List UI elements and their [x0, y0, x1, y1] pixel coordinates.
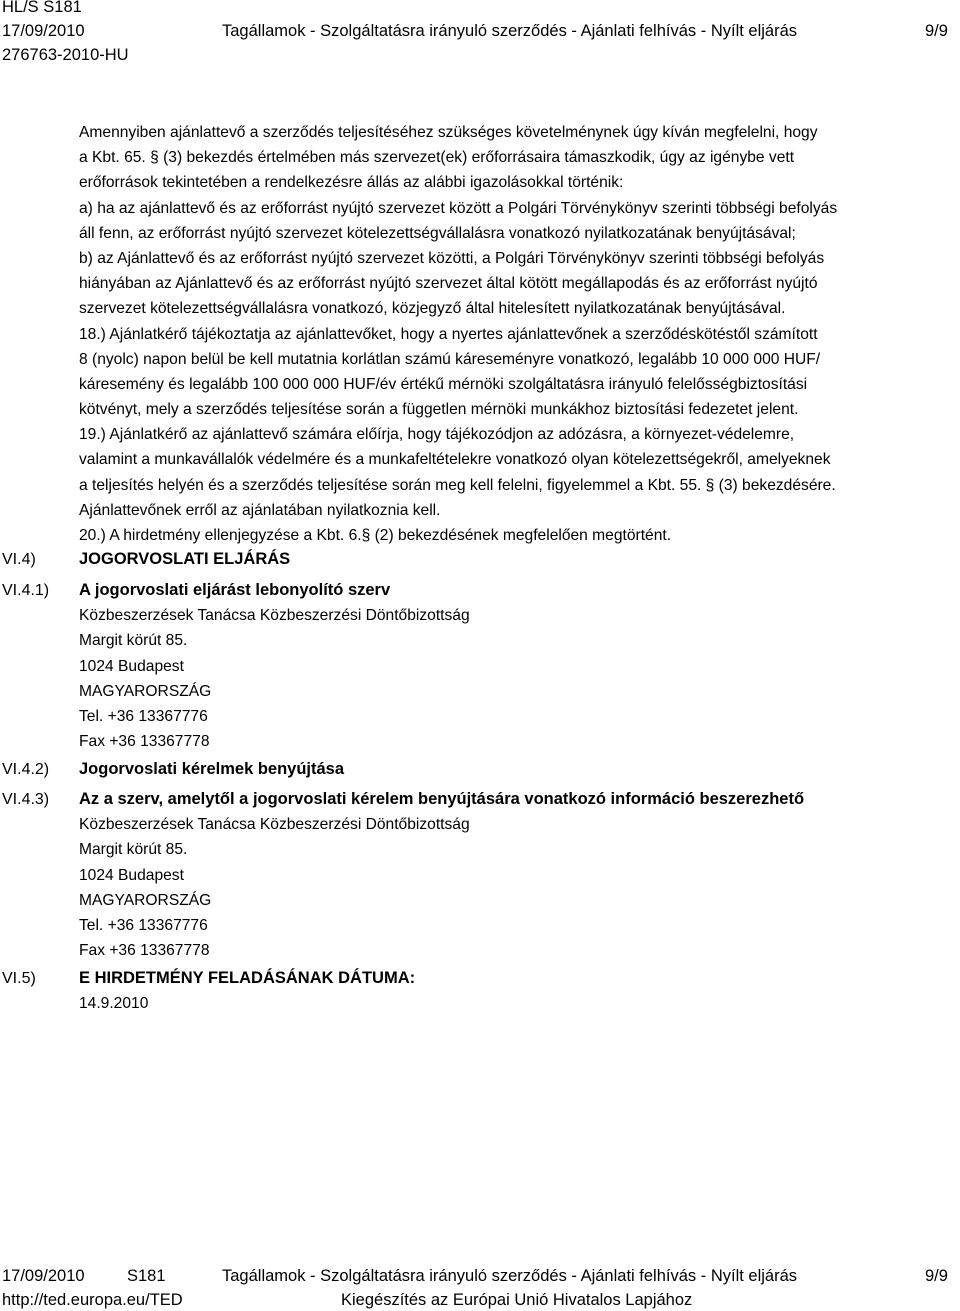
- footer-series-code: S181: [127, 1267, 166, 1285]
- text-line: kötvényt, mely a szerződés teljesítése során a független mérnöki munkákhoz biztosítási fedezetet jelent.: [79, 401, 799, 419]
- fax: Fax +36 13367778: [79, 733, 210, 751]
- section-vi43: [79, 787, 945, 963]
- text-line: Amennyiben ajánlattevő a szerződés teljesítéséhez szükséges követelménynek úgy kíván megfelelni, hogy: [79, 124, 818, 141]
- text-line: 20.) A hirdetmény ellenjegyzése a Kbt. 6.§ (2) bekezdésének megfelelően megtörtént.: [79, 527, 672, 544]
- text-line: a teljesítés helyén és a szerződés teljesítése során meg kell felelni, figyelemmel a Kbt. 55. § (3) bekezdésére.: [79, 476, 836, 494]
- section-label-vi41: VI.4.1): [2, 582, 50, 599]
- section-title: E HIRDETMÉNY FELADÁSÁNAK DÁTUMA:: [79, 969, 416, 987]
- section-vi3-additional-info: [79, 120, 945, 548]
- street-address: Margit körút 85.: [79, 632, 188, 650]
- country: MAGYARORSZÁG: [79, 682, 212, 700]
- city: 1024 Budapest: [79, 657, 184, 675]
- footer-url-link[interactable]: http://ted.europa.eu/TED: [2, 1291, 183, 1309]
- section-title: JOGORVOSLATI ELJÁRÁS: [79, 550, 291, 568]
- footer-page-number: 9/9: [925, 1267, 948, 1285]
- fax: Fax +36 13367778: [79, 942, 210, 960]
- section-label-vi5: VI.5): [2, 970, 36, 987]
- text-line: b) az Ajánlattevő és az erőforrást nyújtó szervezet közötti, a Polgári Törvénykönyv szerinti többségi befolyás: [79, 249, 825, 267]
- header-page-number: 9/9: [925, 22, 948, 40]
- dispatch-date: 14.9.2010: [79, 995, 149, 1013]
- header-title: Tagállamok - Szolgáltatásra irányuló szerződés - Ajánlati felhívás - Nyílt eljárás: [222, 22, 798, 40]
- text-line: 8 (nyolc) napon belül be kell mutatnia korlátlan számú káreseményre vonatkozó, legalább 10 000 000 HUF/: [79, 350, 821, 368]
- country: MAGYARORSZÁG: [79, 891, 212, 909]
- text-line: valamint a munkavállalók védelmére és a munkafeltételekre vonatkozó olyan kötelezettségekről, amelyeknek: [79, 451, 831, 469]
- text-line: hiányában az Ajánlattevő és az erőforrást nyújtó szervezet által kötött megállapodás és az erőforrást nyújtó: [79, 275, 818, 293]
- text-line: 19.) Ajánlatkérő az ajánlattevő számára előírja, hogy tájékozódjon az adózásra, a környezet-védelemre,: [79, 426, 795, 444]
- header-journal-code: HL/S S181: [2, 0, 82, 16]
- section-title: Jogorvoslati kérelmek benyújtása: [79, 760, 345, 778]
- telephone: Tel. +36 13367776: [79, 916, 208, 934]
- section-label-vi4: VI.4): [2, 551, 36, 568]
- text-line: szervezet kötelezettségvállalásra vonatkozó, közjegyző által hitelesített nyilatkozatának benyújtásával.: [79, 300, 786, 318]
- text-line: 18.) Ajánlatkérő tájékoztatja az ajánlattevőket, hogy a nyertes ajánlattevőnek a szerződéskötéstől számított: [79, 325, 818, 343]
- text-line: Ajánlattevőnek erről az ajánlatában nyilatkoznia kell.: [79, 501, 441, 519]
- section-title: Az a szerv, amelytől a jogorvoslati kérelem benyújtására vonatkozó információ beszerezhető: [79, 790, 805, 808]
- telephone: Tel. +36 13367776: [79, 707, 208, 725]
- section-title: A jogorvoslati eljárást lebonyolító szerv: [79, 581, 391, 599]
- text-line: káresemény és legalább 100 000 000 HUF/év értékű mérnöki szolgáltatásra irányuló felelősségbiztosítási: [79, 375, 808, 393]
- header-date: 17/09/2010: [2, 22, 85, 40]
- city: 1024 Budapest: [79, 866, 184, 884]
- organization-name: Közbeszerzések Tanácsa Közbeszerzési Döntőbizottság: [79, 607, 470, 625]
- footer-title: Tagállamok - Szolgáltatásra irányuló szerződés - Ajánlati felhívás - Nyílt eljárás: [222, 1267, 798, 1285]
- text-line: a) ha az ajánlattevő és az erőforrást nyújtó szervezet között a Polgári Törvénykönyv szerinti többségi befolyás: [79, 199, 838, 217]
- section-label-vi42: VI.4.2): [2, 761, 50, 778]
- street-address: Margit körút 85.: [79, 841, 188, 859]
- section-vi42: [79, 757, 945, 782]
- footer-date: 17/09/2010: [2, 1267, 85, 1285]
- section-vi4: [79, 547, 945, 572]
- footer-subtitle: Kiegészítés az Európai Unió Hivatalos Lapjához: [341, 1291, 693, 1309]
- section-label-vi43: VI.4.3): [2, 791, 50, 808]
- section-vi41: [79, 578, 945, 754]
- text-line: erőforrások tekintetében a rendelkezésre állás az alábbi igazolásokkal történik:: [79, 174, 624, 192]
- section-vi5: [79, 966, 945, 1016]
- header-doc-number: 276763-2010-HU: [2, 46, 129, 64]
- text-line: áll fenn, az erőforrást nyújtó szervezet kötelezettségvállalásra vonatkozó nyilatkozatának benyújtásával;: [79, 224, 796, 242]
- text-line: a Kbt. 65. § (3) bekezdés értelmében más szervezet(ek) erőforrásaira támaszkodik, úgy az igénybe vett: [79, 149, 795, 167]
- organization-name: Közbeszerzések Tanácsa Közbeszerzési Döntőbizottság: [79, 816, 470, 834]
